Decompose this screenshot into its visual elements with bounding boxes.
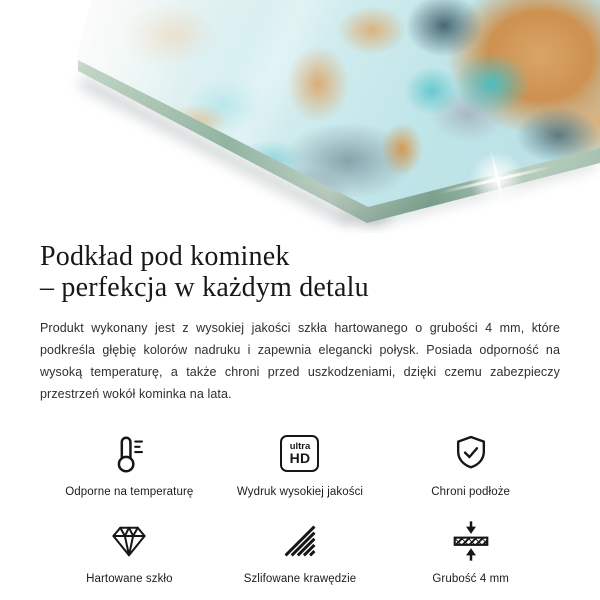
ultra-hd-icon-text-top: ultra <box>289 440 311 452</box>
diamond-icon <box>107 518 151 564</box>
page-title-line1: Podkład pod kominek <box>40 241 290 272</box>
page-title-line2: – perfekcja w każdym detalu <box>40 272 369 304</box>
feature-label: Szlifowane krawędzie <box>243 572 357 585</box>
page-title <box>40 241 560 304</box>
ultra-hd-icon <box>280 431 319 477</box>
feature-polished-edges <box>215 518 386 585</box>
thermometer-icon <box>106 431 152 477</box>
feature-tempered-glass <box>44 518 215 585</box>
feature-label: Odporne na temperaturę <box>65 485 194 498</box>
feature-label: Wydruk wysokiej jakości <box>236 485 364 498</box>
product-image <box>0 0 600 233</box>
thickness-icon <box>448 518 494 564</box>
shield-check-icon <box>449 431 493 477</box>
feature-thickness <box>385 518 556 585</box>
feature-label: Chroni podłoże <box>431 485 511 498</box>
feature-temperature-resistant <box>44 431 215 498</box>
product-info-section <box>0 241 600 585</box>
feature-label: Grubość 4 mm <box>432 572 509 585</box>
ultra-hd-icon-text-bottom: HD <box>289 450 311 467</box>
feature-print-quality <box>215 431 386 498</box>
feature-protects-floor <box>385 431 556 498</box>
polished-edges-icon <box>279 518 321 564</box>
feature-label: Hartowane szkło <box>86 572 173 585</box>
product-description: Produkt wykonany jest z wysokiej jakości szkła hartowanego o grubości 4 mm, które podkreśla głębię kolorów nadruku i zapewnia elegancki połysk. Posiada odporność na wysoką temperaturę, a także chroni przed uszkodzeniami, dzięki czemu zabezpieczy przestrzeń wokół kominka na lata. <box>40 320 560 401</box>
features-grid <box>44 431 556 585</box>
